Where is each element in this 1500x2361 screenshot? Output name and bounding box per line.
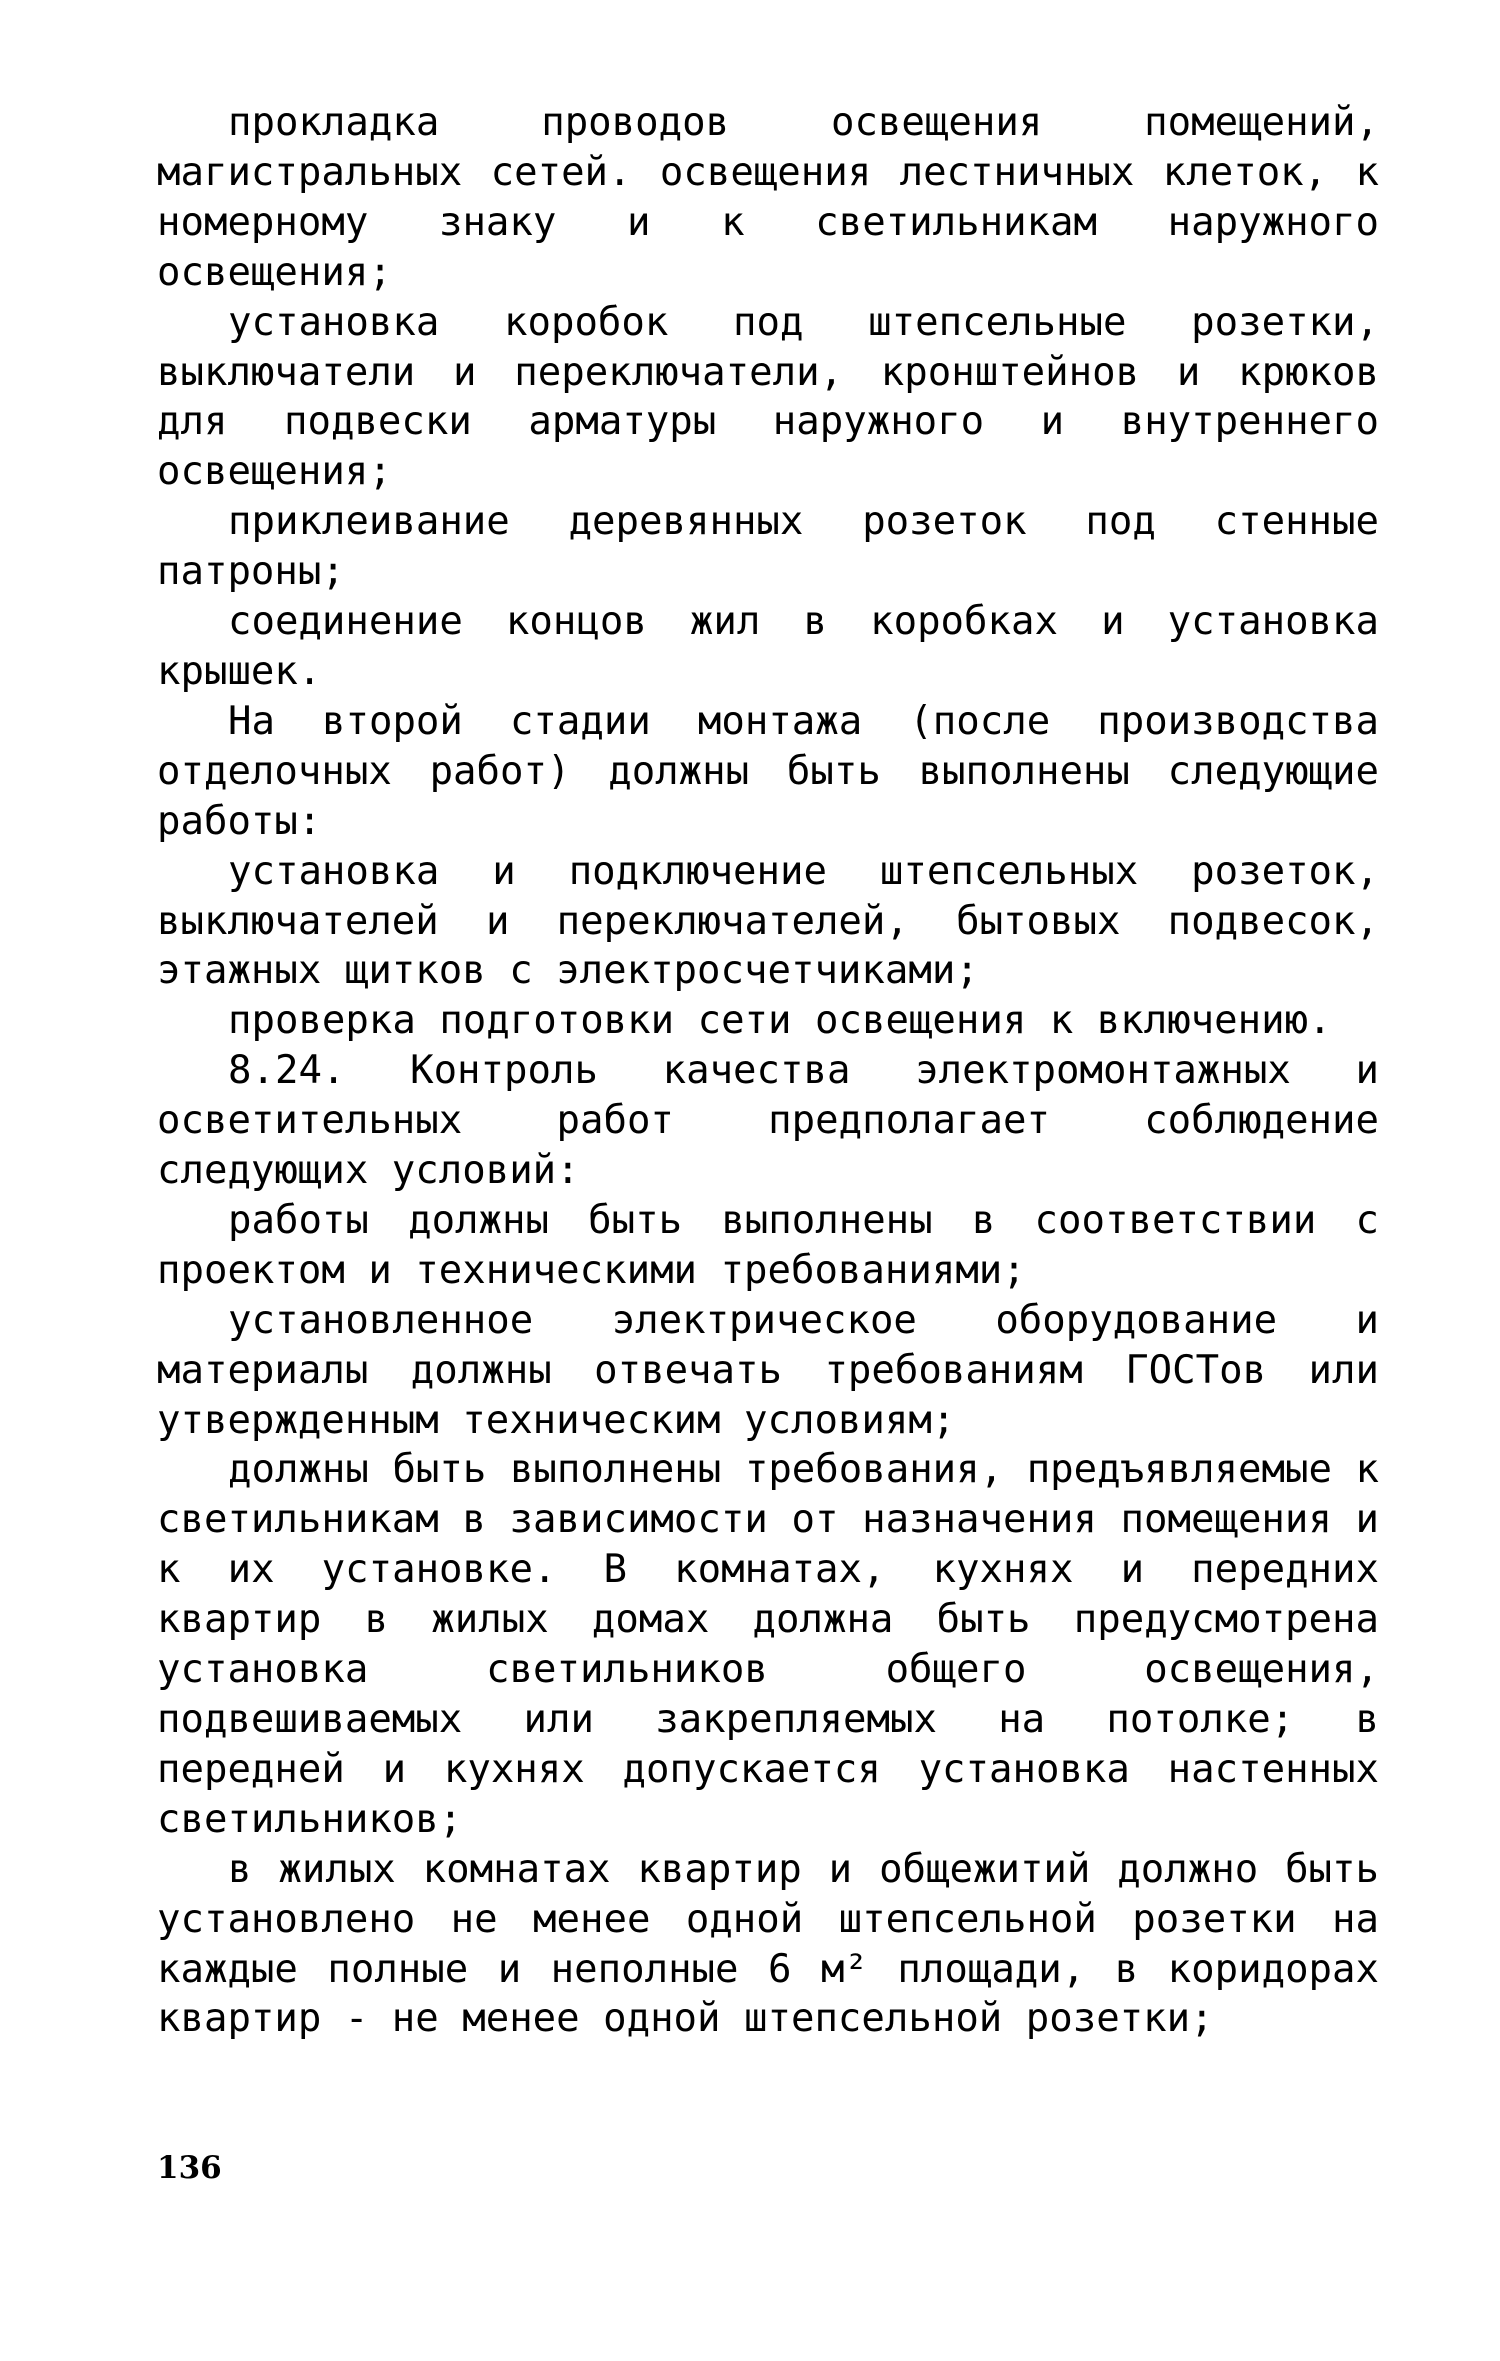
- paragraph-wooden-rosettes: приклеивание деревянных розеток под стенные патроны;: [157, 499, 1379, 595]
- page-number: 136: [157, 2150, 222, 2186]
- paragraph-network-check: проверка подготовки сети освещения к включению.: [228, 998, 1332, 1044]
- paragraph-boxes-installation: установка коробок под штепсельные розетки, выключатели и переключатели, кронштейнов и крюков для подвески арматуры наружного и внутреннего освещения;: [157, 299, 1379, 495]
- page-body: [157, 98, 1379, 2044]
- paragraph-equipment-standards: установленное электрическое оборудование и материалы должны отвечать требованиям ГОСТов или утвержденным техническим условиям;: [157, 1297, 1379, 1443]
- paragraph-socket-norms: в жилых комнатах квартир и общежитий должно быть установлено не менее одной штепсельной розетки на каждые полные и неполные 6 м² площади, в коридорах квартир - не менее одной штепсельной розетки;: [157, 1846, 1379, 2042]
- paragraph-quality-control: 8.24. Контроль качества электромонтажных и осветительных работ предполагает соблюдение следующих условий:: [157, 1048, 1379, 1194]
- paragraph-luminaire-requirements: должны быть выполнены требования, предъявляемые к светильникам в зависимости от назначения помещения и к их установке. В комнатах, кухнях и передних квартир в жилых домах должна быть предусмотрена установка светильников общего освещения, подвешиваемых или закрепляемых на потолке; в передней и кухнях допускается установка настенных светильников;: [157, 1447, 1379, 1842]
- paragraph-wiring-installation: прокладка проводов освещения помещений, магистральных сетей. освещения лестничных клеток, к номерному знаку и к светильникам наружного освещения;: [157, 100, 1379, 295]
- paragraph-project-compliance: работы должны быть выполнены в соответствии с проектом и техническими требованиями;: [157, 1197, 1379, 1293]
- paragraph-wire-connection: соединение концов жил в коробках и установка крышек.: [157, 599, 1379, 694]
- paragraph-sockets-connection: установка и подключение штепсельных розеток, выключателей и переключателей, бытовых подвесок, этажных щитков с электросчетчиками;: [157, 848, 1379, 994]
- paragraph-second-stage: На второй стадии монтажа (после производства отделочных работ) должны быть выполнены следующие работы:: [157, 698, 1379, 844]
